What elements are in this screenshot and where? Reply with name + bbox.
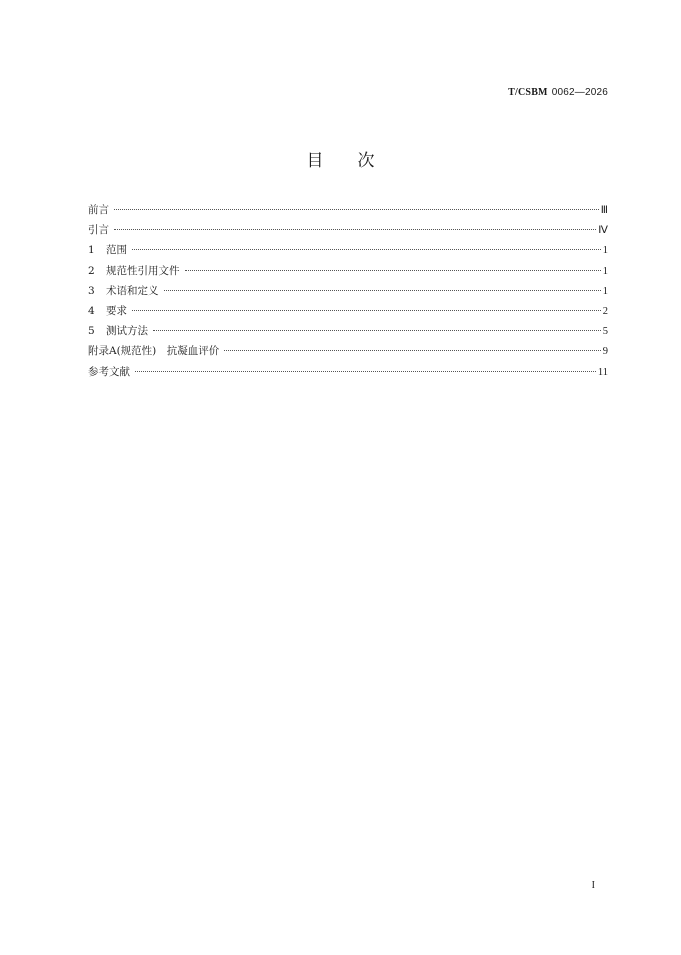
table-of-contents [88,200,608,382]
toc-entry-terms-definitions[interactable] [88,281,608,301]
toc-entry-annex-a[interactable] [88,341,608,361]
standard-number: 0062—2026 [551,87,608,98]
toc-entry-page: 1 [602,245,608,257]
toc-entry-scope[interactable] [88,240,608,260]
toc-entry-number: 2 [88,264,95,277]
standard-code [508,87,608,98]
toc-entry-label: 术语和定义 [106,284,159,297]
toc-entry-label: 参考文献 [88,365,130,378]
toc-entry-label: 要求 [106,304,127,317]
toc-entry-label: 前言 [88,204,109,216]
page-number: I [591,880,595,891]
toc-entry-page: 1 [602,265,608,277]
toc-entry-page: 5 [602,326,608,338]
toc-entry-normative-references[interactable] [88,261,608,281]
dot-leader [185,270,601,271]
toc-entry-number: 3 [88,284,95,297]
dot-leader [132,249,601,250]
dot-leader [114,209,599,210]
dot-leader [114,229,596,230]
toc-entry-label: 规范性引用文件 [106,264,180,277]
toc-title: 目次 [306,151,409,171]
toc-entry-page: 1 [602,285,608,297]
toc-entry-page: Ⅲ [600,205,608,216]
toc-entry-label: 附录A(规范性) 抗凝血评价 [88,345,220,358]
toc-entry-page: 2 [602,305,608,317]
toc-entry-page: Ⅳ [598,225,608,237]
standard-prefix: T/CSBM [508,87,548,98]
dot-leader [135,371,596,372]
toc-entry-test-methods[interactable] [88,321,608,341]
toc-entry-number: 4 [88,304,95,317]
dot-leader [132,310,601,311]
dot-leader [164,290,601,291]
toc-entry-page: 9 [602,346,608,358]
toc-entry-introduction[interactable] [88,220,608,240]
toc-entry-bibliography[interactable] [88,362,608,382]
dot-leader [224,350,600,351]
toc-entry-label: 测试方法 [106,325,148,338]
toc-entry-foreword[interactable] [88,200,608,220]
toc-entry-number: 1 [88,244,95,257]
toc-entry-requirements[interactable] [88,301,608,321]
toc-entry-label: 引言 [88,224,109,237]
toc-entry-number: 5 [88,325,95,338]
toc-entry-page: 11 [597,366,608,378]
dot-leader [153,330,601,331]
toc-entry-label: 范围 [106,244,127,257]
